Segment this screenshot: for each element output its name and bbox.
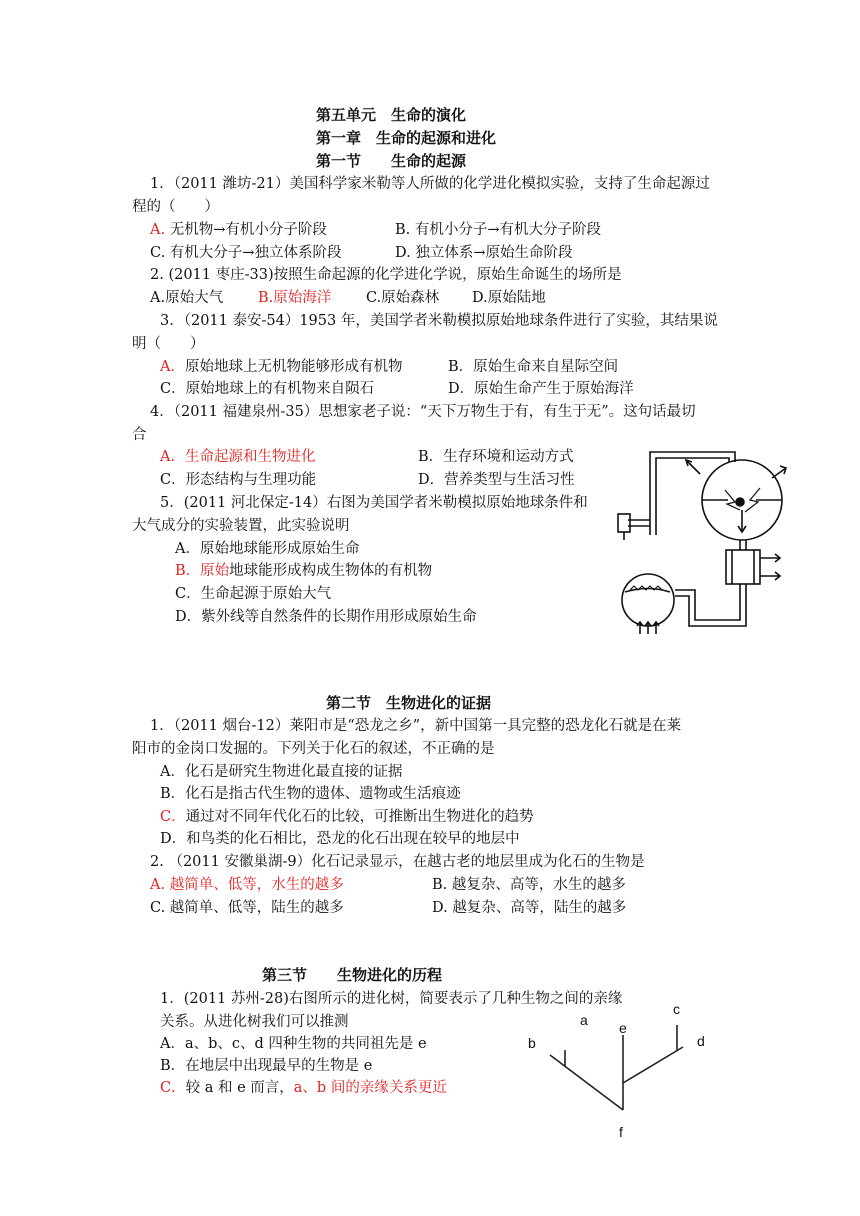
s1-q4-option-d: D．营养类型与生活习性 (418, 472, 575, 488)
s2-q1-option-c (160, 808, 534, 826)
s2-q1-option-d: D．和鸟类的化石相比，恐龙的化石出现在较早的地层中 (160, 831, 520, 847)
s2-q2-option-a: A. 越简单、低等，水生的越多 (150, 877, 344, 893)
s1-q2-option-d: D.原始陆地 (472, 290, 546, 306)
s1-q4-option-b: B．生存环境和运动方式 (418, 449, 574, 465)
s2-q1-stem: 1．（2011 烟台-12）莱阳市是“恐龙之乡”，新中国第一具完整的恐龙化石就是在莱 (150, 718, 682, 734)
s2-q1-option-b: B．化石是指古代生物的遗体、遗物或生活痕迹 (160, 786, 461, 802)
s1-q1-stem: 1．（2011 潍坊-21）美国科学家米勒等人所做的化学进化模拟实验，支持了生命起源过 (150, 176, 710, 192)
evolution-tree-figure (520, 995, 720, 1150)
answer-mark: B．原始 (175, 563, 230, 579)
s3-q1-option-a: A．a、b、c、d 四种生物的共同祖先是 e (160, 1036, 427, 1052)
s1-q3-option-a (160, 358, 402, 376)
chapter-title: 第一章 生命的起源和进化 (316, 129, 497, 147)
s2-q2-option-d: D. 越复杂、高等，陆生的越多 (432, 900, 627, 916)
s1-q2-option-a: A.原始大气 (150, 290, 224, 306)
tree-label-c: c (673, 1001, 680, 1017)
option-text: 无机物→有机小分子阶段 (165, 222, 327, 238)
answer-mark: A． (160, 359, 185, 375)
s2-q2-stem: 2. （2011 安徽巢湖-9）化石记录显示，在越古老的地层里成为化石的生物是 (150, 854, 645, 870)
tree-label-b: b (528, 1035, 536, 1051)
s2-q2-option-c: C. 越简单、低等，陆生的越多 (150, 900, 344, 916)
s3-q1-stem-cont: 关系。从进化树我们可以推测 (160, 1014, 349, 1030)
answer-mark: A. (150, 222, 166, 238)
s1-q1-option-d: D. 独立体系→原始生命阶段 (395, 245, 573, 261)
s1-q5-option-d: D．紫外线等自然条件的长期作用形成原始生命 (175, 609, 477, 625)
option-text: 通过对不同年代化石的比较，可推断出生物进化的趋势 (185, 809, 534, 825)
s1-q3-option-c: C．原始地球上的有机物来自陨石 (160, 381, 375, 397)
tree-label-d: d (697, 1033, 705, 1049)
s1-q1-option-b: B. 有机小分子→有机大分子阶段 (395, 222, 602, 238)
s3-q1-option-b: B．在地层中出现最早的生物是 e (160, 1058, 373, 1074)
s2-q1-option-a: A．化石是研究生物进化最直接的证据 (160, 764, 403, 780)
s1-q2-option-b: B.原始海洋 (258, 290, 332, 306)
s3-q1-stem: 1．(2011 苏州-28)右图所示的进化树，简要表示了几种生物之间的亲缘 (160, 991, 623, 1007)
s1-q4-option-a: A．生命起源和生物进化 (160, 449, 316, 465)
s1-q4-stem: 4．（2011 福建泉州-35）思想家老子说：“天下万物生于有，有生于无”。这句话最切 (150, 404, 696, 420)
s1-q5-stem-cont: 大气成分的实验装置，此实验说明 (132, 518, 350, 534)
s3-q1-option-c (160, 1079, 447, 1097)
s2-q1-stem-cont: 阳市的金岗口发掘的。下列关于化石的叙述，不正确的是 (132, 741, 495, 757)
s1-q2-option-c: C.原始森林 (366, 290, 440, 306)
s1-q3-stem-cont: 明（ ） (132, 336, 205, 352)
s1-q5-option-a: A．原始地球能形成原始生命 (175, 541, 360, 557)
s1-q5-option-b (175, 562, 432, 580)
answer-highlight: a、b 间的亲缘关系更近 (293, 1080, 447, 1096)
answer-mark: C． (160, 1080, 186, 1096)
answer-mark: C． (160, 809, 186, 825)
section2-title: 第二节 生物进化的证据 (326, 694, 492, 712)
s1-q5-stem: 5．(2011 河北保定-14）右图为美国学者米勒模拟原始地球条件和 (160, 495, 588, 511)
miller-apparatus-figure (600, 440, 805, 635)
tree-label-e: e (619, 1020, 627, 1036)
unit-title: 第五单元 生命的演化 (316, 106, 467, 124)
tree-label-a: a (580, 1012, 588, 1028)
s1-q2-stem: 2. (2011 枣庄-33)按照生命起源的化学进化学说，原始生命诞生的场所是 (150, 267, 622, 283)
s1-q3-option-d: D．原始生命产生于原始海洋 (448, 381, 634, 397)
s1-q3-stem: 3．（2011 泰安-54）1953 年，美国学者米勒模拟原始地球条件进行了实验，其结果说 (160, 313, 718, 329)
s1-q4-option-c: C．形态结构与生理功能 (160, 472, 317, 488)
s1-q1-option-a (150, 221, 327, 239)
tree-label-f: f (619, 1124, 623, 1140)
s1-q4-stem-cont: 合 (132, 427, 147, 443)
section1-title: 第一节 生命的起源 (316, 152, 467, 170)
s1-q1-option-c: C. 有机大分子→独立体系阶段 (150, 245, 342, 261)
option-text: 原始地球上无机物能够形成有机物 (184, 359, 403, 375)
s1-q5-option-c: C．生命起源于原始大气 (175, 586, 332, 602)
s2-q2-option-b: B. 越复杂、高等，水生的越多 (432, 877, 626, 893)
option-text: 较 a 和 e 而言， (185, 1080, 294, 1096)
s1-q1-stem-cont: 程的（ ） (132, 199, 219, 215)
section3-title: 第三节 生物进化的历程 (262, 966, 443, 984)
option-text: 地球能形成构成生物体的有机物 (229, 563, 433, 579)
s1-q3-option-b: B．原始生命来自星际空间 (448, 359, 619, 375)
